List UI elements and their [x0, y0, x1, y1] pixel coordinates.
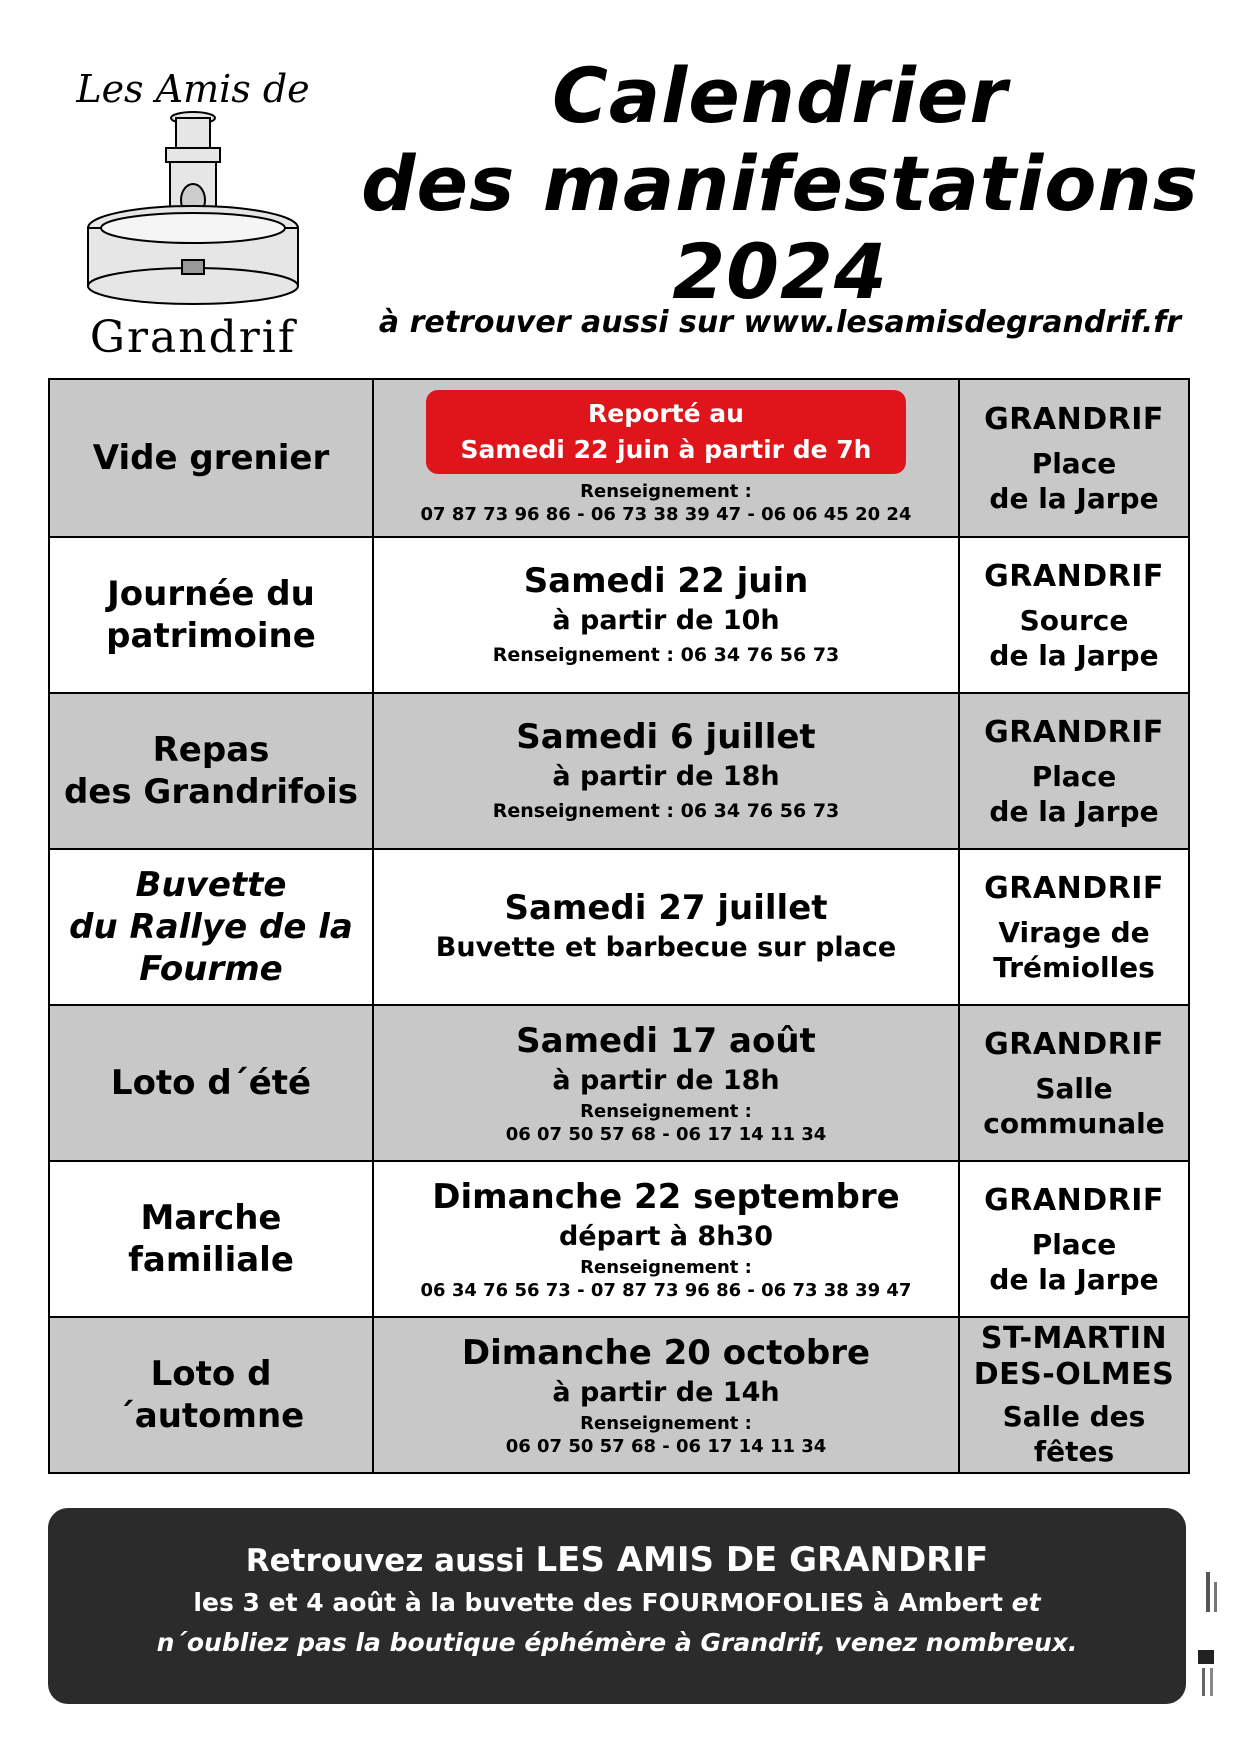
title-line-2: des manifestations	[361, 139, 1199, 228]
town: GRANDRIF	[984, 1027, 1164, 1062]
event-date: Samedi 27 juillet	[504, 888, 828, 928]
event-date: Samedi 22 juin	[523, 561, 809, 601]
event-details	[374, 1006, 960, 1160]
info-label: Renseignement :	[580, 480, 752, 502]
table-row	[50, 1160, 1188, 1316]
event-name: Loto d´été	[50, 1006, 374, 1160]
association-logo	[48, 50, 338, 360]
phone-numbers: 06 07 50 57 68 - 06 17 14 11 34	[505, 1123, 827, 1145]
website-subtitle: à retrouver aussi sur www.lesamisdegrandrif.fr	[378, 305, 1182, 340]
table-row	[50, 1004, 1188, 1160]
event-date: Dimanche 22 septembre	[432, 1176, 900, 1217]
event-details	[374, 380, 960, 536]
event-location	[960, 1318, 1188, 1472]
title-line-3: 2024	[672, 227, 888, 316]
event-name: Vide grenier	[50, 380, 374, 536]
event-time: à partir de 10h	[552, 605, 780, 636]
title-line-1: Calendrier	[552, 51, 1008, 140]
info-label: Renseignement :	[580, 1100, 752, 1122]
event-time: à partir de 18h	[552, 761, 780, 792]
event-date: Samedi 6 juillet	[516, 717, 816, 757]
table-row	[50, 692, 1188, 848]
table-row	[50, 1316, 1188, 1472]
event-location	[960, 1006, 1188, 1160]
table-row	[50, 380, 1188, 536]
event-name: Marche familiale	[50, 1162, 374, 1316]
page-title	[350, 52, 1210, 316]
footer-line-3: n´oubliez pas la boutique éphémère à Grandrif, venez nombreux.	[156, 1628, 1078, 1657]
event-time: départ à 8h30	[558, 1220, 773, 1252]
postponed-banner: Reporté au Samedi 22 juin à partir de 7h	[426, 390, 906, 474]
phone-numbers: 06 34 76 56 73 - 07 87 73 96 86 - 06 73 38 39 47	[420, 1279, 912, 1301]
place: Salle communale	[983, 1072, 1165, 1140]
place: Place de la Jarpe	[989, 1228, 1159, 1296]
event-name: Repas des Grandrifois	[50, 694, 374, 848]
phone-numbers: 07 87 73 96 86 - 06 73 38 39 47 - 06 06 45 20 24	[420, 503, 912, 525]
place: Place de la Jarpe	[989, 760, 1159, 828]
event-details	[374, 850, 960, 1004]
place: Source de la Jarpe	[989, 604, 1159, 672]
event-location	[960, 538, 1188, 692]
events-table	[48, 378, 1190, 1474]
event-location	[960, 1162, 1188, 1316]
table-row	[50, 536, 1188, 692]
event-details	[374, 1162, 960, 1316]
town: GRANDRIF	[984, 1183, 1164, 1218]
town: GRANDRIF	[984, 559, 1164, 594]
event-details	[374, 694, 960, 848]
event-time: Buvette et barbecue sur place	[435, 932, 897, 963]
place: Salle des fêtes	[1002, 1400, 1146, 1468]
info-label: Renseignement :	[580, 1412, 752, 1434]
credit-logo-icon	[1192, 1568, 1228, 1698]
event-name: Journée du patrimoine	[50, 538, 374, 692]
footer-banner	[48, 1508, 1186, 1704]
event-date: Dimanche 20 octobre	[461, 1332, 871, 1373]
event-time: à partir de 18h	[552, 1064, 780, 1096]
fountain-icon	[88, 112, 298, 304]
event-date: Samedi 17 août	[516, 1020, 816, 1061]
event-name: Buvette du Rallye de la Fourme	[50, 850, 374, 1004]
phone-numbers: 06 07 50 57 68 - 06 17 14 11 34	[505, 1435, 827, 1457]
info-label: Renseignement :	[580, 1256, 752, 1278]
footer-line-2: les 3 et 4 août à la buvette des FOURMOFOLIES à Ambert et	[193, 1588, 1041, 1617]
event-location	[960, 694, 1188, 848]
town: GRANDRIF	[984, 402, 1164, 437]
table-row	[50, 848, 1188, 1004]
logo-top-text: Les Amis de	[76, 67, 310, 111]
town: GRANDRIF	[984, 871, 1164, 906]
event-name: Loto d´automne	[50, 1318, 374, 1472]
info-line: Renseignement : 06 34 76 56 73	[492, 800, 840, 822]
event-time: à partir de 14h	[552, 1376, 780, 1408]
town: GRANDRIF	[984, 715, 1164, 750]
logo-bottom-text: Grandrif	[89, 312, 297, 360]
event-location	[960, 380, 1188, 536]
footer-line-1: Retrouvez aussi LES AMIS DE GRANDRIF	[245, 1540, 989, 1580]
event-details	[374, 1318, 960, 1472]
event-details	[374, 538, 960, 692]
town: ST-MARTIN DES-OLMES	[973, 1321, 1175, 1392]
event-location	[960, 850, 1188, 1004]
place: Place de la Jarpe	[989, 447, 1159, 515]
info-line: Renseignement : 06 34 76 56 73	[492, 644, 840, 666]
place: Virage de Trémiolles	[993, 916, 1155, 984]
